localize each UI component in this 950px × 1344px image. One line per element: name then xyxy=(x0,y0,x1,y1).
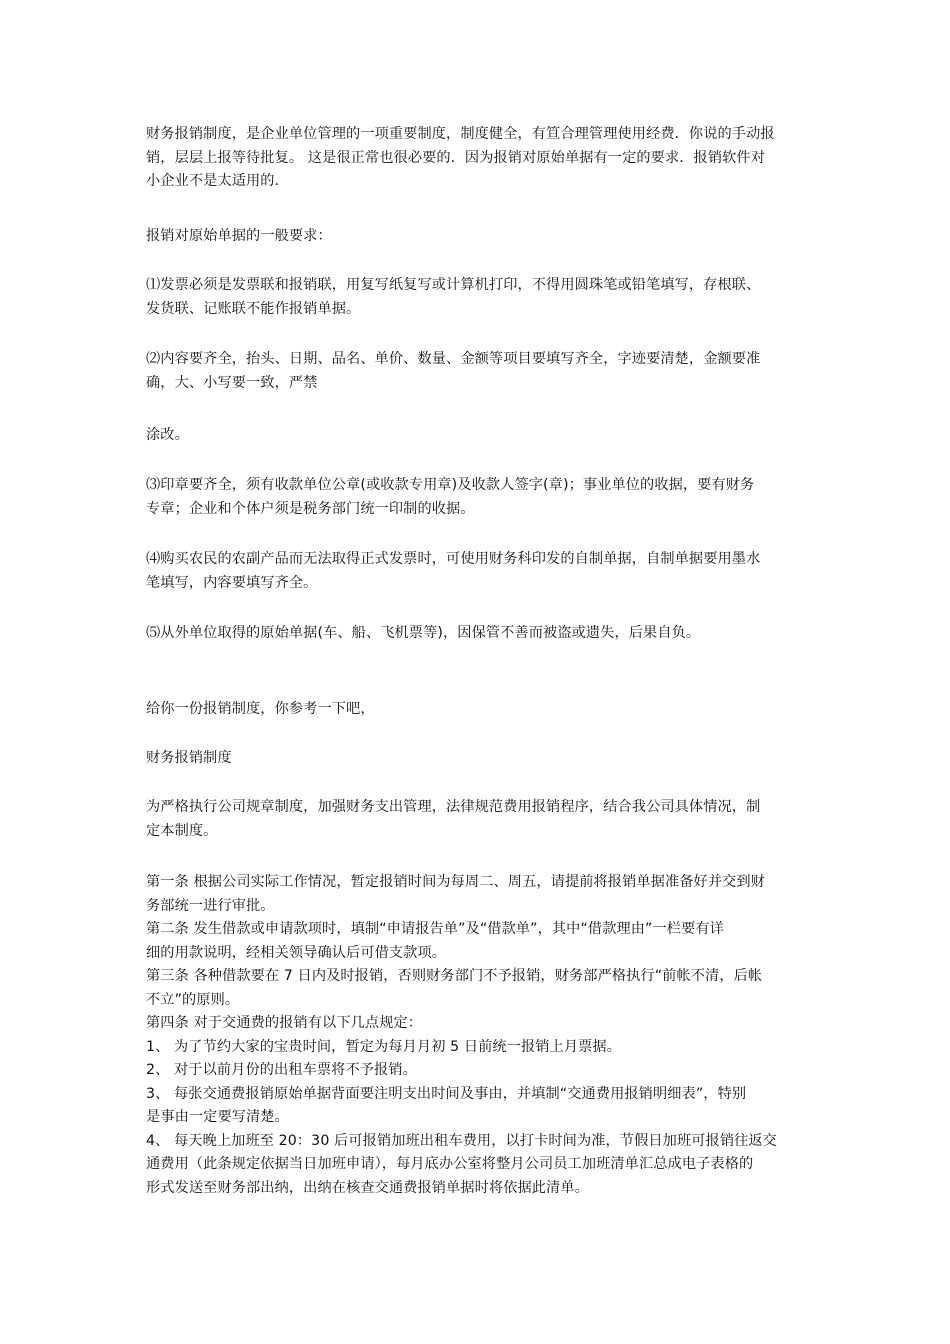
text-line: 是事由一定要写清楚。 xyxy=(146,1109,289,1125)
requirement-1 xyxy=(146,274,808,321)
text-line: 务部统一进行审批。 xyxy=(146,897,275,914)
text-line: 定本制度。 xyxy=(146,822,218,839)
policy-title xyxy=(146,747,808,771)
text-line: ⑷购买农民的农副产品而无法取得正式发票时，可使用财务科印发的自制单据，自制单据要用墨水 xyxy=(146,551,761,567)
requirements-heading xyxy=(146,225,808,249)
requirement-3 xyxy=(146,474,808,521)
text-line: 第二条 发生借款或申请款项时，填制“申请报告单”及“借款单”，其中“借款理由”一栏要有详 xyxy=(146,921,724,937)
text-line: 3、 每张交通费报销原始单据背面要注明支出时间及事由，并填制“交通费用报销明细表”，特别 xyxy=(146,1085,747,1102)
policy-articles xyxy=(146,871,808,1200)
text-line: 第四条 对于交通费的报销有以下几点规定： xyxy=(146,1015,423,1031)
text-line: 细的用款说明，经相关领导确认后可借支款项。 xyxy=(146,944,447,961)
text-line: 财务报销制度，是企业单位管理的一项重要制度，制度健全，有笪合理管理使用经费．你说的手动报 xyxy=(146,126,775,142)
text-line: 确，大、小写要一致，严禁 xyxy=(146,374,318,391)
text-line: 专章；企业和个体户须是税务部门统一印制的收据。 xyxy=(146,500,475,517)
text-line: 销，层层上报等待批复。 这是很正常也很必要的．因为报销对原始单据有一定的要求．报销软件对 xyxy=(146,149,765,166)
text-line: 不立”的原则。 xyxy=(146,991,240,1008)
text-line: 1、 为了节约大家的宝贵时间，暂定为每月月初 5 日前统一报销上月票据。 xyxy=(146,1038,621,1055)
intro-paragraph xyxy=(146,123,808,194)
text-line: ⑶印章要齐全，须有收款单位公章(或收款专用章)及收款人签字(章)；事业单位的收据，要有财务 xyxy=(146,477,755,493)
text-line: 2、 对于以前月份的出租车票将不予报销。 xyxy=(146,1062,417,1078)
requirement-2 xyxy=(146,348,808,395)
policy-preamble xyxy=(146,796,808,843)
reference-intro xyxy=(146,698,808,722)
text-line: ⑵内容要齐全，抬头、日期、品名、单价、数量、金额等项目要填写齐全，字迹要清楚，金额要准 xyxy=(146,351,761,367)
text-line: ⑴发票必须是发票联和报销联，用复写纸复写或计算机打印，不得用圆珠笔或铅笔填写，存根联、 xyxy=(146,277,761,293)
text-line: 通费用（此条规定依据当日加班申请），每月底办公室将整月公司员工加班清单汇总成电子表格的 xyxy=(146,1156,754,1172)
text-line: 4、 每天晚上加班至 20：30 后可报销加班出租车费用，以打卡时间为准，节假日加班可报销往返交 xyxy=(146,1132,777,1149)
text-line: 笔填写，内容要填写齐全。 xyxy=(146,574,318,591)
text-line: 第三条 各种借款要在 7 日内及时报销，否则财务部门不予报销，财务部严格执行“前帐不清，后帐 xyxy=(146,968,763,984)
text-line: 小企业不是太适用的． xyxy=(146,173,289,189)
text-line: ⑸从外单位取得的原始单据(车、船、飞机票等)，因保管不善而被盗或遗失，后果自负。 xyxy=(146,625,701,641)
text-line: 涂改。 xyxy=(146,427,189,443)
text-line: 财务报销制度 xyxy=(146,750,232,766)
requirement-4 xyxy=(146,548,808,595)
text-line: 为严格执行公司规章制度，加强财务支出管理，法律规范费用报销程序，结合我公司具体情况，制 xyxy=(146,799,761,815)
text-line: 第一条 根据公司实际工作情况，暂定报销时间为每周二、周五，请提前将报销单据准备好并交到财 xyxy=(146,874,765,890)
requirement-2-continuation xyxy=(146,424,808,448)
requirement-5 xyxy=(146,622,808,646)
text-line: 报销对原始单据的一般要求： xyxy=(146,228,332,244)
text-line: 形式发送至财务部出纳，出纳在核查交通费报销单据时将依据此清单。 xyxy=(146,1179,589,1196)
text-line: 发货联、记账联不能作报销单据。 xyxy=(146,300,361,317)
text-line: 给你一份报销制度，你参考一下吧， xyxy=(146,701,375,717)
